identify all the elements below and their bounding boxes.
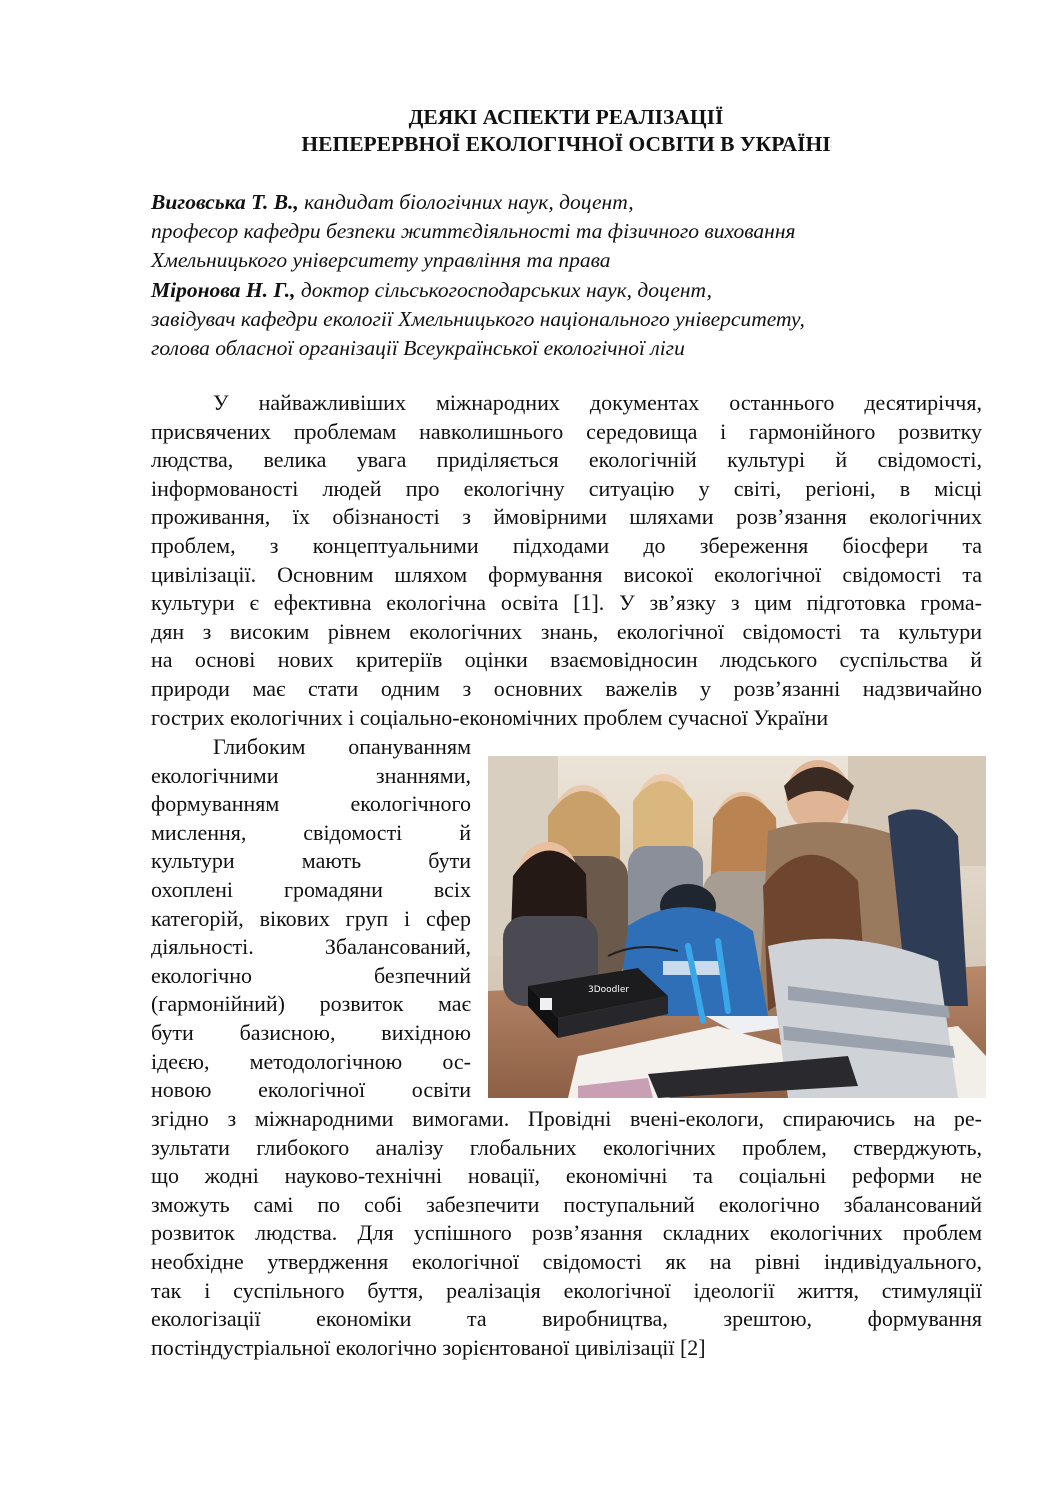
paragraph-line: зультати глибокого аналізу глобальних екологічних проблем, стверджують, xyxy=(151,1134,982,1160)
author-2-degree: доктор сільськогосподарських наук, доцент, xyxy=(295,277,712,302)
paragraph-line: діяльності. Збалансований, xyxy=(151,934,471,960)
paragraph-line: (гармонійний) розвиток має xyxy=(151,991,471,1017)
paragraph-line: Глибоким опануванням xyxy=(213,734,471,759)
paragraph-line: проживання, їх обізнаності з ймовірними шляхами розв’язання екологічних xyxy=(151,504,982,530)
paragraph-line: культури мають бути xyxy=(151,848,471,874)
author-1-degree: кандидат біологічних наук, доцент, xyxy=(298,190,634,214)
paragraph-line: зможуть самі по собі забезпечити поступальний екологічно збалансований xyxy=(151,1191,982,1217)
paragraph-line: ідеєю, методологічною ос- xyxy=(151,1048,471,1074)
paragraph-line: цивілізації. Основним шляхом формування високої екологічної свідомості та xyxy=(151,561,982,587)
author-1-line-1 xyxy=(151,188,981,217)
author-1-name: Виговська Т. В., xyxy=(151,190,299,214)
paragraph-line: що жодні науково-технічні новації, економічні та соціальні реформи не xyxy=(151,1163,982,1189)
paragraph-line: мислення, свідомості й xyxy=(151,819,471,845)
paragraph-line: екологічними знаннями, xyxy=(151,762,471,788)
title-line-1: ДЕЯКІ АСПЕКТИ РЕАЛІЗАЦІЇ xyxy=(408,105,724,129)
paragraph-line: постіндустріальної екологічно зорієнтованої цивілізації [2] xyxy=(151,1334,706,1360)
paragraph-line: дян з високим рівнем екологічних знань, екологічної свідомості та культури xyxy=(151,618,982,644)
paragraph-line: згідно з міжнародними вимогами. Провідні вчені-екологи, спираючись на ре- xyxy=(151,1106,982,1131)
paragraph-line: на основі нових критеріїв оцінки взаємовідносин людського суспільства й xyxy=(151,647,982,673)
paragraph-line: проблем, з концептуальними підходами до збереження біосфери та xyxy=(151,532,982,558)
paragraph-line: людства, велика увага приділяється екологічній культурі й свідомості, xyxy=(151,447,982,473)
article-title xyxy=(150,104,982,158)
title-line-2: НЕПЕРЕРВНОЇ ЕКОЛОГІЧНОЇ ОСВІТИ В УКРАЇНІ xyxy=(301,132,831,156)
students-photo xyxy=(488,756,986,1098)
paragraph-line: охоплені громадяни всіх xyxy=(151,876,471,902)
paragraph-line: розвиток людства. Для успішного розв’язання складних екологічних проблем xyxy=(151,1220,982,1246)
author-2-name: Міронова Н. Г., xyxy=(151,277,296,302)
paragraph-line: необхідне утвердження екологічної свідомості як на рівні індивідуального, xyxy=(151,1248,982,1274)
paragraph-line: екологізації економіки та виробництва, зрештою, формування xyxy=(151,1306,982,1332)
authors-block xyxy=(151,188,981,363)
paragraph-line: природи має стати одним з основних важелів у розв’язанні надзвичайно xyxy=(151,675,982,701)
paragraph-line: формуванням екологічного xyxy=(151,791,471,817)
paragraph-1 xyxy=(151,389,982,732)
author-2-line-1 xyxy=(151,276,981,305)
paragraph-line: так і суспільного буття, реалізація екологічної ідеології життя, стимуляції xyxy=(151,1277,982,1303)
author-1-position: професор кафедри безпеки життєдіяльності та фізичного виховання xyxy=(151,219,796,244)
paragraph-line: категорій, вікових груп і сфер xyxy=(151,905,471,931)
paragraph-line: гострих екологічних і соціально-економічних проблем сучасної України xyxy=(151,704,829,730)
paragraph-2-wrapped xyxy=(151,733,471,1105)
device-label: 3Doodler xyxy=(588,985,630,995)
paragraph-line: присвячених проблемам навколишнього середовища і гармонійного розвитку xyxy=(151,418,982,444)
students-photo-illustration xyxy=(488,756,986,1098)
paragraph-line: інформованості людей про екологічну ситуацію у світі, регіоні, в місці xyxy=(151,475,982,501)
paragraph-2-continued xyxy=(151,1105,982,1362)
paragraph-line: екологічно безпечний xyxy=(151,962,471,988)
paragraph-line: культури є ефективна екологічна освіта [1]. У зв’язку з цим підготовка грома- xyxy=(151,590,982,616)
author-2-position: завідувач кафедри екології Хмельницького національного університету, xyxy=(151,306,805,331)
paragraph-line: У найважливіших міжнародних документах останнього десятиріччя, xyxy=(213,390,982,415)
author-1-affiliation: Хмельницького університету управління та права xyxy=(151,248,611,273)
paragraph-line: новою екологічної освіти xyxy=(151,1077,471,1103)
paragraph-line: бути базисною, вихідною xyxy=(151,1019,471,1045)
author-2-affiliation: голова обласної організації Всеукраїнської екологічної ліги xyxy=(151,336,685,361)
